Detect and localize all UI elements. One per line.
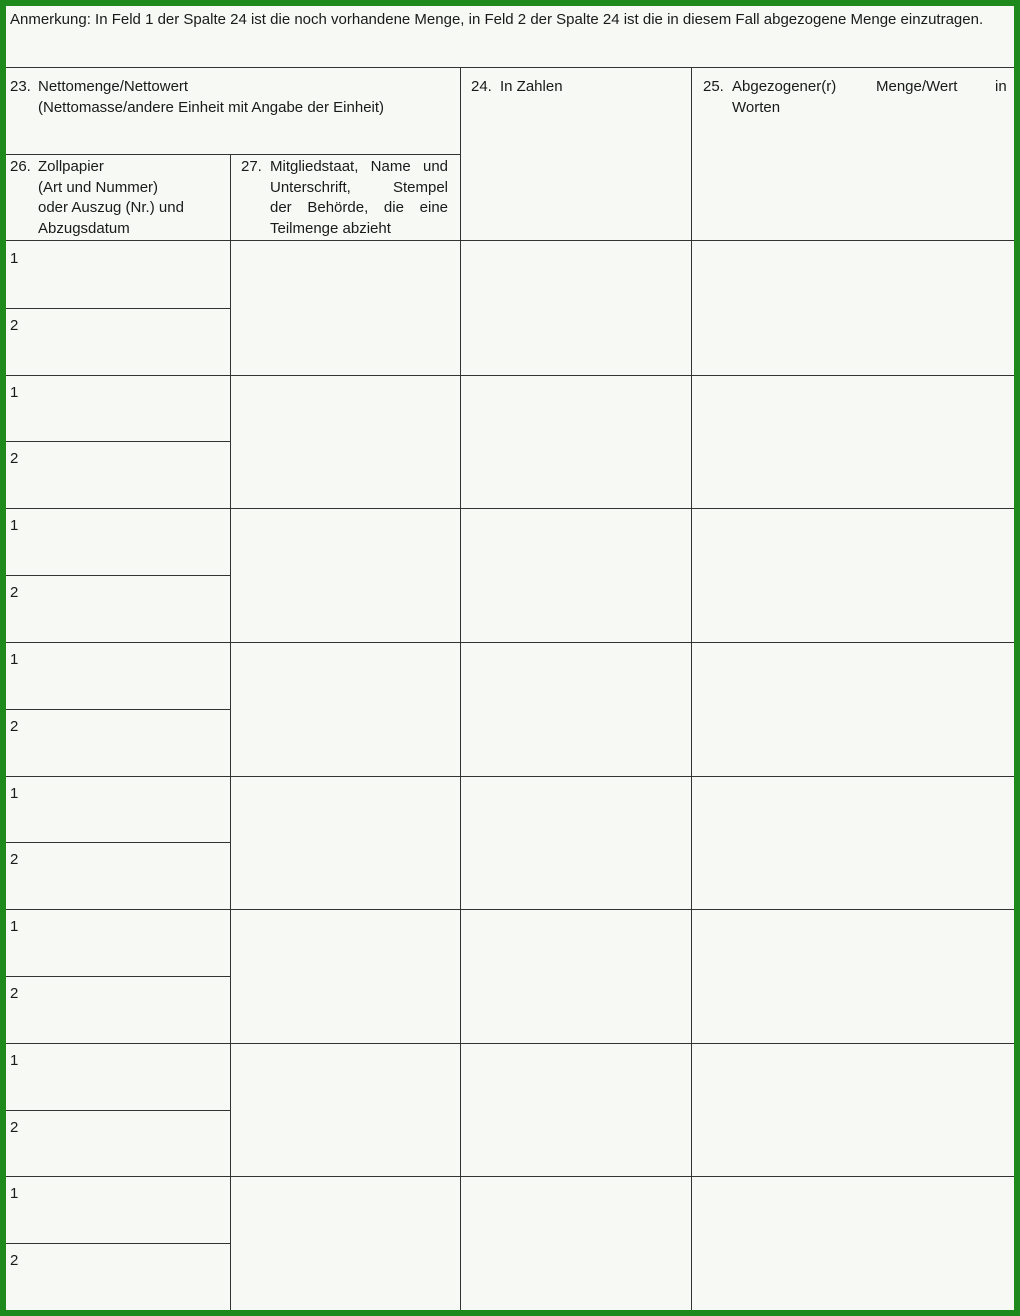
field-divider — [6, 1243, 230, 1244]
row-group-divider — [6, 375, 1014, 376]
field-1-label: 1 — [10, 250, 19, 267]
field-1-label: 1 — [10, 517, 19, 535]
divider-v-col27 — [230, 154, 231, 1310]
field-divider — [6, 308, 230, 309]
row-group-divider — [6, 508, 1014, 509]
field-1-label: 1 — [10, 650, 19, 668]
row-group-divider — [6, 642, 1014, 643]
divider-v-col24 — [460, 68, 461, 1310]
col27-line4: Teilmenge abzieht — [270, 219, 391, 237]
field-divider — [6, 709, 230, 710]
col27-number: 27. — [241, 158, 262, 175]
divider-h-col23 — [6, 154, 460, 155]
row-group-divider — [6, 909, 1014, 910]
field-2-label: 2 — [10, 1252, 19, 1270]
divider-v-col25 — [691, 68, 692, 1310]
col26-line3: oder Auszug (Nr.) und — [38, 199, 184, 216]
col25-number: 25. — [703, 78, 724, 95]
col23-line2: (Nettomasse/andere Einheit mit Angabe der Einheit) — [38, 98, 385, 116]
field-2-label: 2 — [10, 717, 19, 735]
col26-line4: Abzugsdatum — [38, 219, 130, 237]
header-col25 — [703, 77, 1009, 127]
header-col23 — [10, 77, 458, 137]
header-col26 — [10, 157, 225, 241]
note-text: Anmerkung: In Feld 1 der Spalte 24 ist die noch vorhandene Menge, in Feld 2 der Spalte 24 ist die in diesem Fall abgezogene Menge einzutragen. — [6, 6, 1014, 68]
field-2-label: 2 — [10, 984, 19, 1002]
field-1-label: 1 — [10, 383, 19, 401]
col24-number: 24. — [471, 78, 492, 95]
col23-line1: Nettomenge/Nettowert — [38, 78, 189, 95]
header-col27 — [241, 157, 449, 241]
field-1-label: 1 — [10, 1185, 19, 1203]
field-2-label: 2 — [10, 316, 19, 334]
field-2-label: 2 — [10, 1118, 19, 1136]
col24-label: In Zahlen — [500, 78, 563, 95]
divider-h-header-bottom — [6, 240, 1014, 241]
col27-line3: der Behörde, die eine — [270, 199, 448, 216]
col27-line2: Unterschrift, Stempel — [270, 178, 448, 196]
col23-number: 23. — [10, 78, 31, 95]
row-group-divider — [6, 1043, 1014, 1044]
field-2-label: 2 — [10, 851, 19, 869]
field-divider — [6, 575, 230, 576]
field-divider — [6, 976, 230, 977]
header-col24 — [471, 77, 681, 107]
field-2-label: 2 — [10, 450, 19, 468]
row-group-divider — [6, 776, 1014, 777]
col25-line1-part3: in — [995, 78, 1007, 95]
field-1-label: 1 — [10, 1051, 19, 1069]
col25-line1-part1: Abgezogener(r) — [732, 78, 837, 95]
row-group-divider — [6, 1176, 1014, 1177]
col26-line2: (Art und Nummer) — [38, 178, 159, 196]
field-divider — [6, 842, 230, 843]
col25-line2: Worten — [732, 98, 781, 116]
field-2-label: 2 — [10, 584, 19, 602]
col27-line1: Mitgliedstaat, Name und — [270, 158, 448, 175]
col25-line1-part2: Menge/Wert — [876, 78, 958, 95]
field-1-label: 1 — [10, 784, 19, 802]
field-divider — [6, 441, 230, 442]
field-1-label: 1 — [10, 918, 19, 936]
col26-number: 26. — [10, 158, 31, 175]
field-divider — [6, 1110, 230, 1111]
col26-line1: Zollpapier — [38, 158, 104, 175]
